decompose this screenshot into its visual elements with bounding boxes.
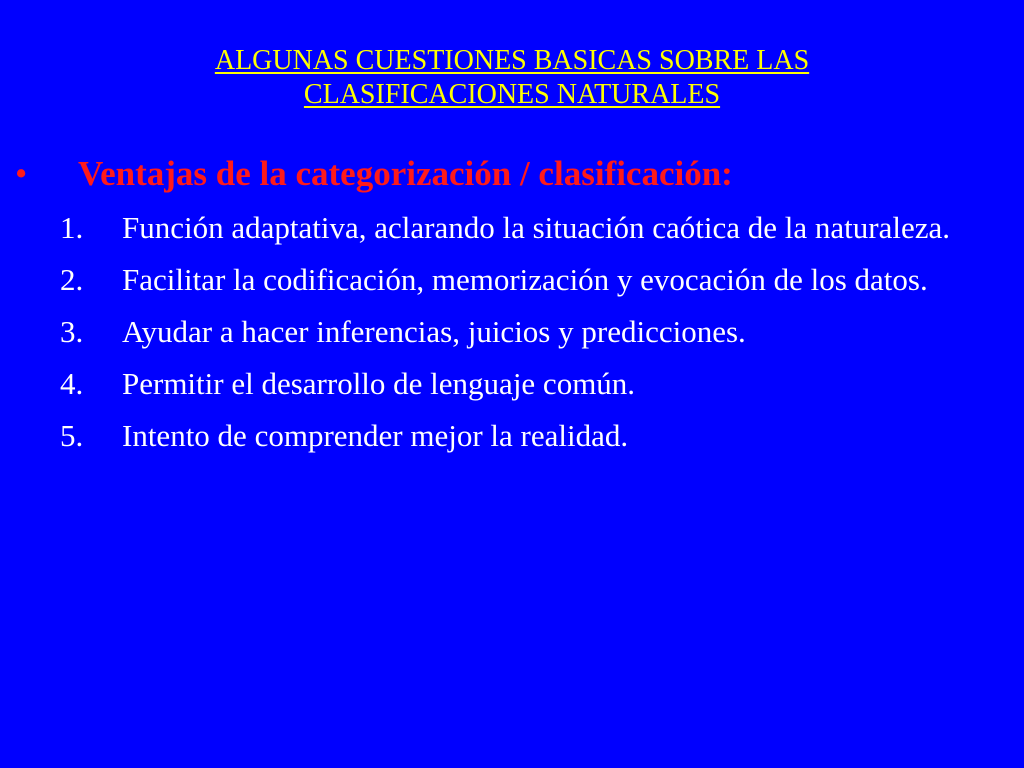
title-line-2: CLASIFICACIONES NATURALES — [303, 79, 721, 110]
list-item-number: 3. — [60, 314, 84, 349]
title-line-1: ALGUNAS CUESTIONES BASICAS SOBRE LAS — [214, 45, 810, 76]
list-item-number: 4. — [60, 366, 84, 401]
list-item-text: Intento de comprender mejor la realidad. — [122, 418, 629, 453]
list-item-text: Ayudar a hacer inferencias, juicios y predicciones. — [122, 314, 746, 349]
bullet-heading — [15, 152, 1015, 196]
list-item — [60, 260, 1010, 300]
list-item — [60, 416, 1010, 456]
list-item-text: Función adaptativa, aclarando la situación caótica de la naturaleza. — [122, 210, 950, 245]
bullet-heading-text: Ventajas de la categorización / clasificación: — [78, 154, 733, 193]
list-item — [60, 364, 1010, 404]
bullet-marker: • — [15, 154, 28, 193]
numbered-list — [60, 208, 1010, 468]
list-item-text: Permitir el desarrollo de lenguaje común. — [122, 366, 636, 401]
list-item-text: Facilitar la codificación, memorización y evocación de los datos. — [122, 262, 928, 297]
list-item — [60, 312, 1010, 352]
slide-title — [100, 44, 924, 112]
list-item-number: 5. — [60, 418, 84, 453]
list-item-number: 1. — [60, 210, 84, 245]
list-item-number: 2. — [60, 262, 84, 297]
list-item — [60, 208, 1010, 248]
